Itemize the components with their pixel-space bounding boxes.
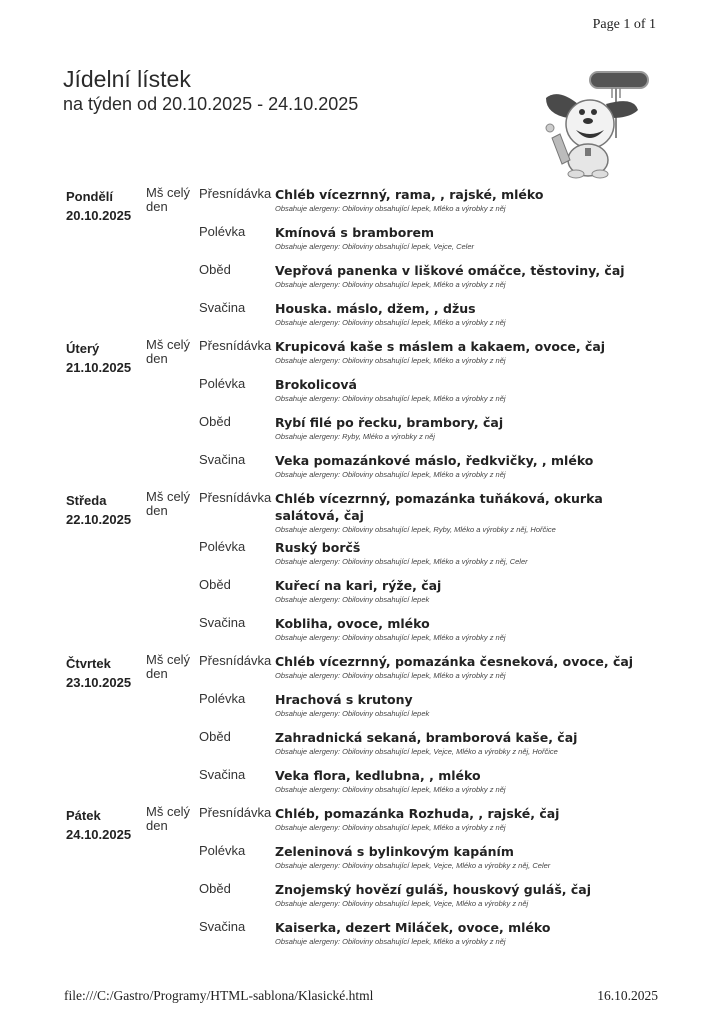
meal-row [199, 881, 666, 915]
meal-name: Zahradnická sekaná, bramborová kaše, čaj [275, 730, 578, 745]
weekly-menu [66, 186, 666, 957]
meal-name: Houska. máslo, džem, , džus [275, 301, 476, 316]
meal-row [199, 376, 666, 410]
page-indicator: Page 1 of 1 [592, 17, 656, 32]
meal-list [199, 653, 666, 801]
meal-name: Ruský borčš [275, 540, 361, 555]
meal-list [199, 490, 666, 649]
day-section [66, 338, 666, 486]
footer-print-date: 16.10.2025 [597, 988, 658, 1003]
meal-type: Přesnídávka [199, 186, 272, 201]
meal-type: Oběd [199, 881, 231, 896]
meal-type: Oběd [199, 577, 231, 592]
meal-name: Rybí filé po řecku, brambory, čaj [275, 415, 504, 430]
meal-body [275, 691, 666, 719]
day-date: 22.10.2025 [66, 512, 132, 527]
meal-type: Přesnídávka [199, 805, 272, 820]
meal-body [275, 577, 666, 605]
meal-allergens: Obsahuje alergeny: Obiloviny obsahující lepek, Vejce, Celer [275, 242, 474, 251]
day-name: Středa [66, 493, 107, 508]
meal-list [199, 805, 666, 953]
day-label [66, 339, 146, 377]
meal-name: Kuřecí na kari, rýže, čaj [275, 578, 442, 593]
title-block [63, 66, 358, 115]
meal-body [275, 452, 666, 480]
meal-body [275, 805, 666, 833]
meal-name: Kaiserka, dezert Miláček, ovoce, mléko [275, 920, 551, 935]
meal-type: Přesnídávka [199, 338, 272, 353]
meal-name: Znojemský hovězí guláš, houskový guláš, čaj [275, 882, 591, 897]
day-name: Úterý [66, 341, 100, 356]
meal-body [275, 376, 666, 404]
meal-list [199, 186, 666, 334]
day-date: 21.10.2025 [66, 360, 132, 375]
meal-name: Vepřová panenka v liškové omáčce, těstoviny, čaj [275, 263, 625, 278]
meal-body [275, 653, 666, 681]
day-scope: Mš celý den [146, 804, 191, 833]
meal-row [199, 300, 666, 334]
meal-body [275, 186, 666, 214]
day-name: Pátek [66, 808, 101, 823]
day-section [66, 653, 666, 801]
meal-allergens: Obsahuje alergeny: Obiloviny obsahující lepek [275, 709, 430, 718]
meal-allergens: Obsahuje alergeny: Obiloviny obsahující lepek, Vejce, Mléko a výrobky z něj [275, 899, 529, 908]
day-label [66, 654, 146, 692]
meal-type: Oběd [199, 729, 231, 744]
meal-allergens: Obsahuje alergeny: Obiloviny obsahující lepek, Mléko a výrobky z něj [275, 633, 506, 642]
meal-row [199, 729, 666, 763]
meal-allergens: Obsahuje alergeny: Obiloviny obsahující lepek, Mléko a výrobky z něj [275, 394, 506, 403]
day-date: 20.10.2025 [66, 208, 132, 223]
day-label [66, 187, 146, 225]
dog-with-sausage-icon [538, 68, 672, 180]
meal-body [275, 414, 666, 442]
meal-allergens: Obsahuje alergeny: Obiloviny obsahující lepek, Ryby, Mléko a výrobky z něj, Hořčice [275, 525, 556, 534]
meal-allergens: Obsahuje alergeny: Obiloviny obsahující lepek, Mléko a výrobky z něj [275, 937, 506, 946]
meal-list [199, 338, 666, 486]
meal-type: Svačina [199, 300, 246, 315]
meal-body [275, 300, 666, 328]
meal-body [275, 539, 666, 567]
meal-type: Polévka [199, 691, 246, 706]
meal-type: Polévka [199, 539, 246, 554]
day-section [66, 186, 666, 334]
meal-body [275, 262, 666, 290]
meal-allergens: Obsahuje alergeny: Obiloviny obsahující lepek, Mléko a výrobky z něj [275, 470, 506, 479]
day-scope: Mš celý den [146, 652, 191, 681]
meal-body [275, 881, 666, 909]
meal-type: Přesnídávka [199, 490, 272, 505]
meal-body [275, 919, 666, 947]
day-date: 23.10.2025 [66, 675, 132, 690]
meal-name: Kmínová s bramborem [275, 225, 434, 240]
meal-row [199, 653, 666, 687]
meal-type: Polévka [199, 224, 246, 239]
meal-name: Kobliha, ovoce, mléko [275, 616, 430, 631]
meal-name: Chléb, pomazánka Rozhuda, , rajské, čaj [275, 806, 560, 821]
meal-row [199, 490, 666, 535]
day-scope: Mš celý den [146, 185, 191, 214]
meal-type: Polévka [199, 843, 246, 858]
meal-body [275, 338, 666, 366]
meal-allergens: Obsahuje alergeny: Obiloviny obsahující lepek, Mléko a výrobky z něj [275, 823, 506, 832]
meal-name: Hrachová s krutony [275, 692, 413, 707]
meal-body [275, 224, 666, 252]
meal-row [199, 615, 666, 649]
meal-allergens: Obsahuje alergeny: Obiloviny obsahující lepek, Mléko a výrobky z něj [275, 785, 506, 794]
meal-allergens: Obsahuje alergeny: Obiloviny obsahující lepek, Vejce, Mléko a výrobky z něj, Celer [275, 861, 551, 870]
day-date: 24.10.2025 [66, 827, 132, 842]
meal-name: Veka flora, kedlubna, , mléko [275, 768, 481, 783]
meal-row [199, 452, 666, 486]
day-name: Pondělí [66, 189, 113, 204]
day-section [66, 805, 666, 953]
meal-type: Polévka [199, 376, 246, 391]
meal-name: Zeleninová s bylinkovým kapáním [275, 844, 514, 859]
meal-row [199, 186, 666, 220]
page-title: Jídelní lístek [63, 66, 191, 92]
meal-type: Svačina [199, 615, 246, 630]
day-scope: Mš celý den [146, 337, 191, 366]
meal-allergens: Obsahuje alergeny: Obiloviny obsahující lepek, Mléko a výrobky z něj [275, 356, 506, 365]
meal-name: Brokolicová [275, 377, 357, 392]
day-label [66, 491, 146, 529]
meal-allergens: Obsahuje alergeny: Obiloviny obsahující lepek, Vejce, Mléko a výrobky z něj, Hořčice [275, 747, 558, 756]
meal-type: Svačina [199, 767, 246, 782]
meal-allergens: Obsahuje alergeny: Obiloviny obsahující lepek, Mléko a výrobky z něj [275, 318, 506, 327]
meal-row [199, 224, 666, 258]
meal-type: Přesnídávka [199, 653, 272, 668]
day-scope: Mš celý den [146, 489, 191, 518]
meal-row [199, 262, 666, 296]
meal-name: Krupicová kaše s máslem a kakaem, ovoce, čaj [275, 339, 606, 354]
meal-row [199, 577, 666, 611]
meal-row [199, 805, 666, 839]
meal-allergens: Obsahuje alergeny: Ryby, Mléko a výrobky z něj [275, 432, 435, 441]
meal-body [275, 490, 666, 535]
meal-body [275, 767, 666, 795]
meal-type: Oběd [199, 414, 231, 429]
meal-row [199, 919, 666, 953]
meal-allergens: Obsahuje alergeny: Obiloviny obsahující lepek, Mléko a výrobky z něj [275, 204, 506, 213]
meal-type: Svačina [199, 452, 246, 467]
meal-type: Oběd [199, 262, 231, 277]
page-subtitle: na týden od 20.10.2025 - 24.10.2025 [63, 94, 359, 114]
meal-allergens: Obsahuje alergeny: Obiloviny obsahující lepek, Mléko a výrobky z něj [275, 671, 506, 680]
day-name: Čtvrtek [66, 656, 111, 671]
meal-name: Veka pomazánkové máslo, ředkvičky, , mléko [275, 453, 594, 468]
meal-name: Chléb vícezrnný, pomazánka tuňáková, okurka salátová, čaj [275, 491, 603, 523]
footer-file-url: file:///C:/Gastro/Programy/HTML-sablona/Klasické.html [64, 988, 374, 1003]
meal-row [199, 539, 666, 573]
meal-type: Svačina [199, 919, 246, 934]
meal-allergens: Obsahuje alergeny: Obiloviny obsahující lepek, Mléko a výrobky z něj, Celer [275, 557, 528, 566]
meal-row [199, 338, 666, 372]
day-label [66, 806, 146, 844]
meal-name: Chléb vícezrnný, rama, , rajské, mléko [275, 187, 544, 202]
meal-body [275, 615, 666, 643]
meal-body [275, 843, 666, 871]
meal-row [199, 767, 666, 801]
day-section [66, 490, 666, 649]
meal-row [199, 843, 666, 877]
meal-row [199, 414, 666, 448]
meal-row [199, 691, 666, 725]
meal-allergens: Obsahuje alergeny: Obiloviny obsahující lepek [275, 595, 430, 604]
meal-body [275, 729, 666, 757]
meal-name: Chléb vícezrnný, pomazánka česneková, ovoce, čaj [275, 654, 634, 669]
meal-allergens: Obsahuje alergeny: Obiloviny obsahující lepek, Mléko a výrobky z něj [275, 280, 506, 289]
